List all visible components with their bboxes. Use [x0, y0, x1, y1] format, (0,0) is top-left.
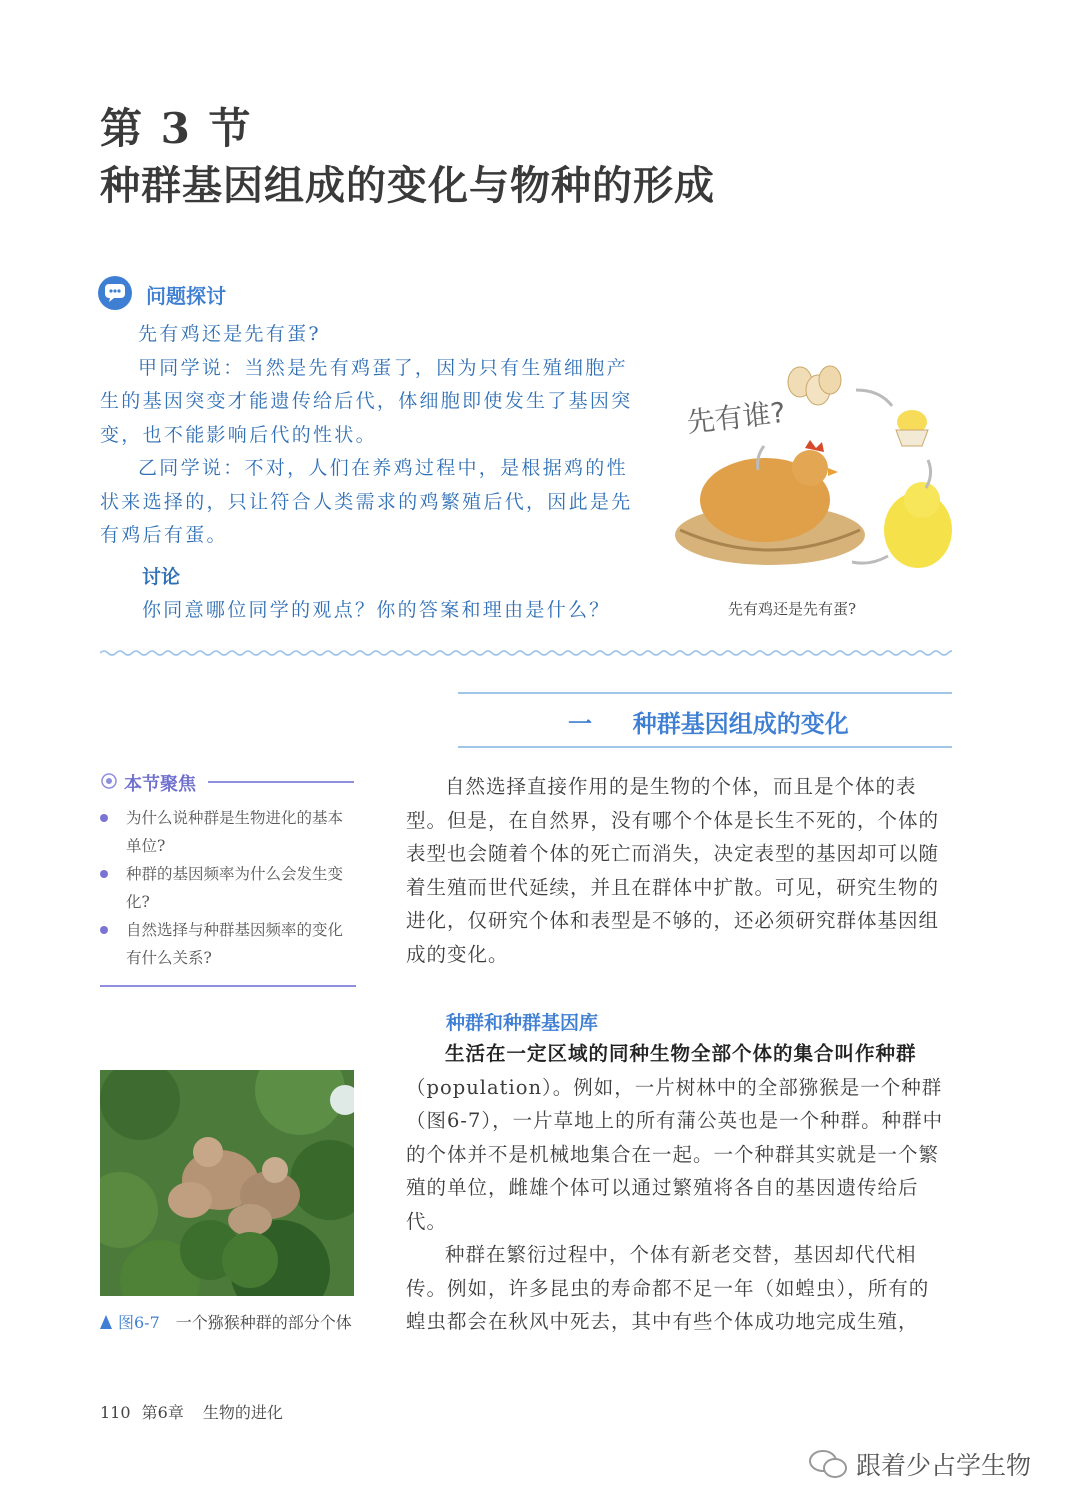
- subsection-title: 种群和种群基因库: [446, 1012, 599, 1034]
- inquiry-block: [100, 318, 640, 553]
- discussion-label: 讨论: [142, 566, 181, 588]
- discussion-question: 你同意哪位同学的观点？你的答案和理由是什么？: [142, 599, 611, 621]
- chapter-title: 生物的进化: [202, 1403, 283, 1422]
- illustration-label: 先有谁?: [685, 395, 788, 439]
- page-title: 种群基因组成的变化与物种的形成: [100, 162, 715, 209]
- target-icon: [100, 772, 118, 790]
- section-number: 第 3 节: [100, 104, 253, 153]
- bullet-icon: [100, 814, 108, 822]
- definition-continuation: （population）。例如，一片树林中的全部猕猴是一个种群（图6-7），一片草地上的所有蒲公英也是一个种群。种群中的个体并不是机械地集合在一起。一个种群其实就是一个繁殖的单位，雌雄个体可以通过繁殖将各自的基因遗传给后代。: [406, 1075, 944, 1233]
- macaque-photo: [100, 1070, 354, 1296]
- bullet-icon: [100, 926, 108, 934]
- illustration-caption: 先有鸡还是先有蛋?: [728, 600, 857, 618]
- section-heading: [568, 704, 849, 739]
- inquiry-para-jia: 甲同学说：当然是先有鸡蛋了，因为只有生殖细胞产生的基因突变才能遗传给后代，体细胞即使发生了基因突变，也不能影响后代的性状。: [100, 356, 633, 446]
- figure-caption: [100, 1310, 352, 1333]
- body-paragraph-1: 自然选择直接作用的是生物的个体，而且是个体的表型。但是，在自然界，没有哪个个体是长生不死的，个体的表型也会随着个体的死亡而消失，决定表型的基因却可以随着生殖而世代延续，并且在群体中扩散。可见，研究生物的进化，仅研究个体和表型是不够的，还必须研究群体基因组成的变化。: [406, 775, 940, 966]
- focus-item: 为什么说种群是生物进化的基本单位?: [100, 804, 356, 860]
- chicken-egg-illustration: [660, 360, 960, 590]
- focus-item: 种群的基因频率为什么会发生变化?: [100, 860, 356, 916]
- section-top-rule: [458, 692, 952, 694]
- body-paragraph-3: 种群在繁衍过程中，个体有新老交替，基因却代代相传。例如，许多昆虫的寿命都不足一年（如蝗虫），所有的蝗虫都会在秋风中死去，其中有些个体成功地完成生殖，: [406, 1243, 930, 1333]
- section-bottom-rule: [458, 746, 952, 748]
- focus-bottom-rule: [100, 985, 356, 987]
- focus-title: 本节聚焦: [124, 774, 196, 795]
- body-paragraph-2: [406, 1037, 946, 1339]
- page-footer: [100, 1400, 283, 1423]
- figure-number: 图6-7: [118, 1313, 160, 1332]
- page-number: 110: [100, 1403, 131, 1422]
- watermark-text: 跟着少占学生物: [856, 1451, 1032, 1480]
- chat-bubble-icon: [98, 276, 132, 310]
- section-title-label: 种群基因组成的变化: [632, 710, 849, 738]
- wechat-icon: [808, 1448, 848, 1480]
- account-watermark: [808, 1446, 1031, 1482]
- bullet-icon: [100, 870, 108, 878]
- triangle-marker-icon: [100, 1315, 112, 1329]
- definition-text: 生活在一定区域的同种生物全部个体的集合叫作种群: [445, 1042, 917, 1065]
- wavy-divider: [100, 648, 952, 658]
- focus-item: 自然选择与种群基因频率的变化有什么关系?: [100, 916, 356, 972]
- inquiry-question: 先有鸡还是先有蛋?: [138, 323, 321, 345]
- inquiry-header: 问题探讨: [146, 284, 226, 308]
- section-number-label: 一: [568, 710, 592, 738]
- inquiry-para-yi: 乙同学说：不对，人们在养鸡过程中，是根据鸡的性状来选择的，只让符合人类需求的鸡繁殖后代，因此是先有鸡后有蛋。: [100, 457, 633, 546]
- figure-caption-text: 一个猕猴种群的部分个体: [175, 1313, 352, 1332]
- chapter-number: 第6章: [141, 1403, 184, 1422]
- focus-title-rule: [208, 781, 354, 783]
